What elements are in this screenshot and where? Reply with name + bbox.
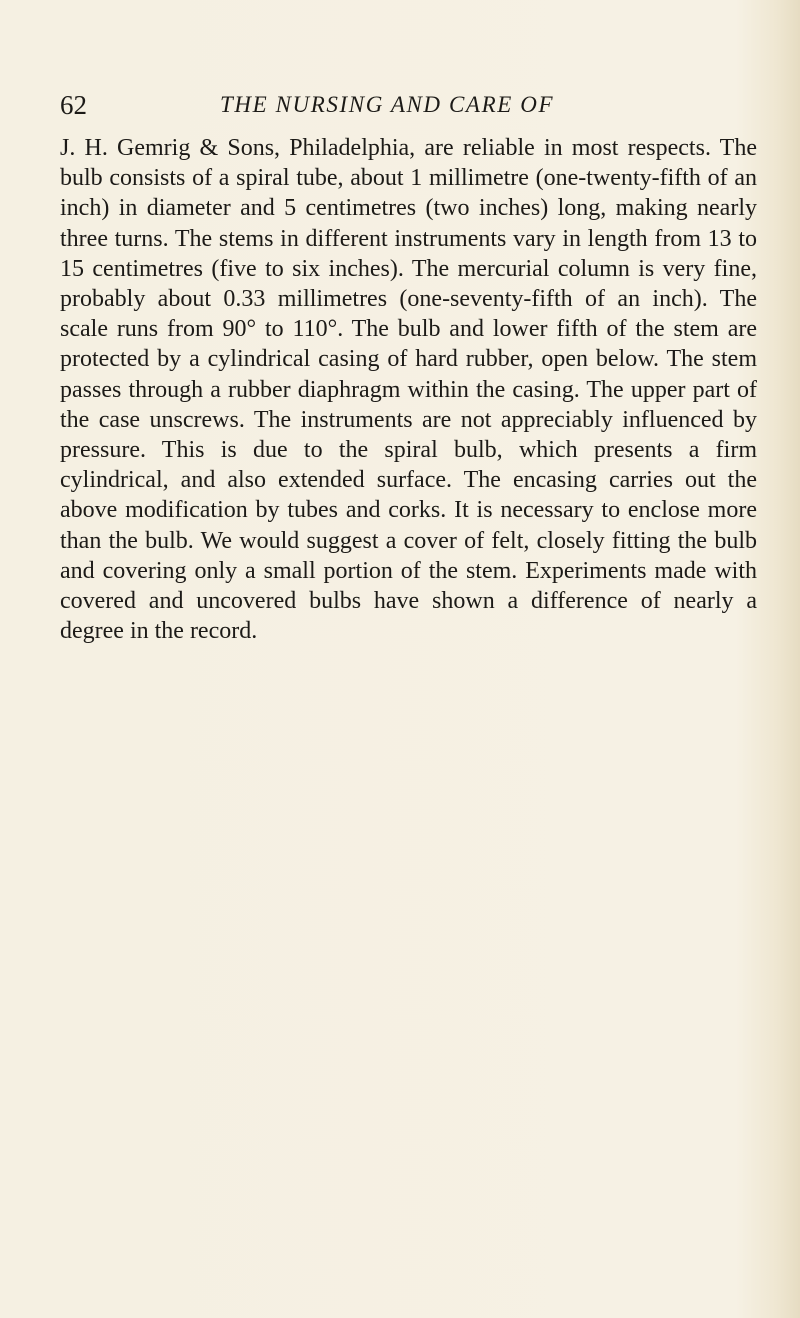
- page-number: 62: [60, 90, 87, 120]
- body-paragraph: J. H. Gemrig & Sons, Philadelphia, are reliable in most respects. The bulb consists of a spiral tube, about 1 millimetre (one-twenty-fifth of an inch) in diameter and 5 centimetres (two inches) long, making nearly three turns. The stems in different instruments vary in length from 13 to 15 centimetres (five to six inches). The mercurial column is very fine, probably about 0.33 millimetres (one-seventy-fifth of an inch). The scale runs from 90° to 110°. The bulb and lower fifth of the stem are protected by a cylindrical casing of hard rubber, open below. The stem passes through a rubber diaphragm within the casing. The upper part of the case unscrews. The instruments are not appreciably influenced by pressure. This is due to the spiral bulb, which presents a firm cylindrical, and also extended surface. The encasing carries out the above modification by tubes and corks. It is necessary to enclose more than the bulb. We would suggest a cover of felt, closely fitting the bulb and covering only a small portion of the stem. Experiments made with covered and uncovered bulbs have shown a difference of nearly a degree in the record.: [60, 135, 757, 645]
- running-title: THE NURSING AND CARE OF: [220, 92, 555, 117]
- page-header: [60, 88, 760, 128]
